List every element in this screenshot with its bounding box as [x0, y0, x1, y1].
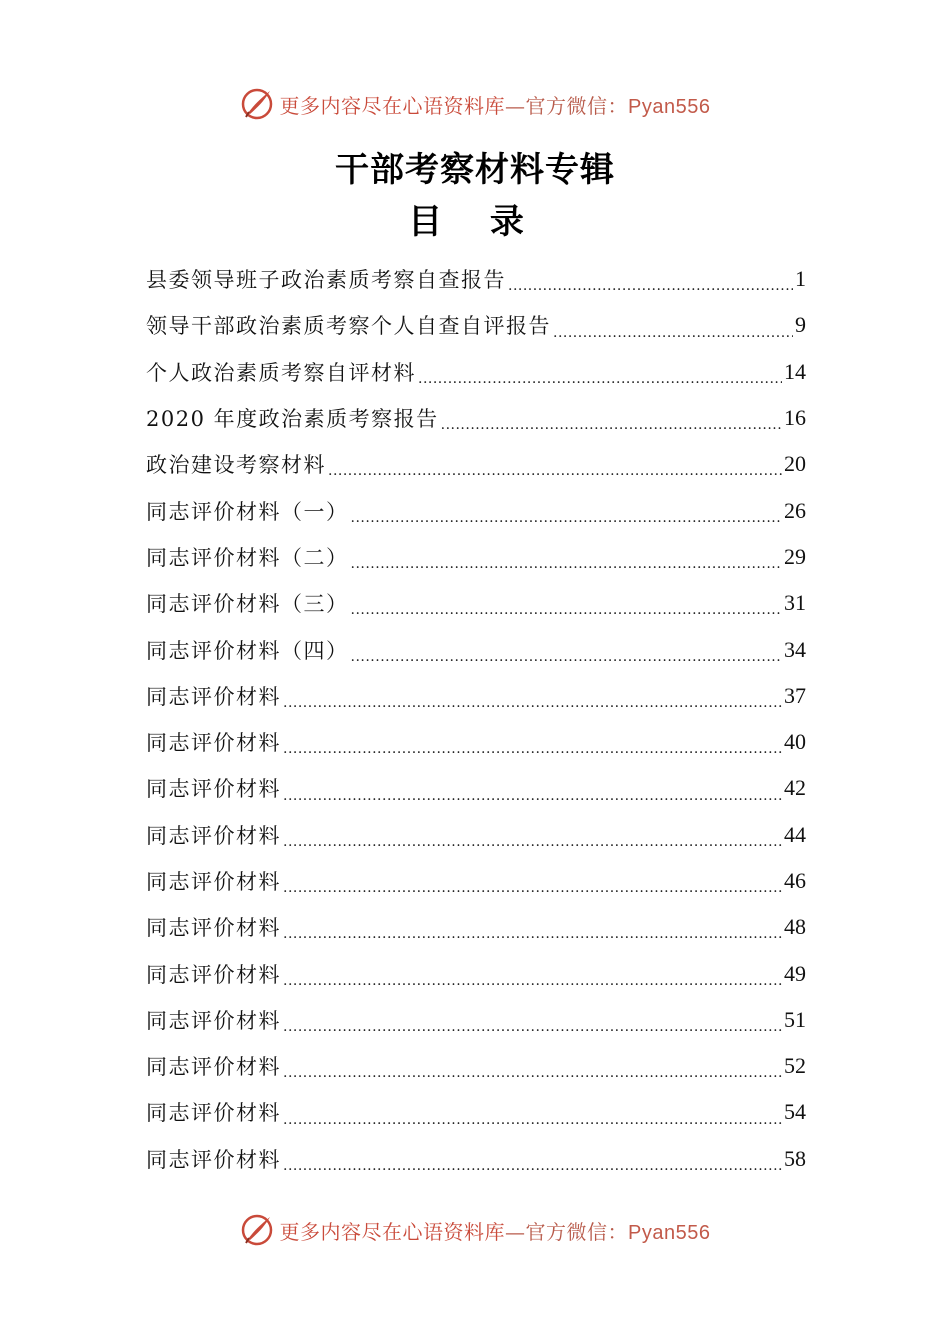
header-watermark [0, 84, 950, 124]
toc-entry[interactable] [146, 349, 806, 395]
toc-entry-label: 2020 年度政治素质考察报告 [146, 407, 439, 432]
toc-entry-page: 31 [784, 590, 806, 616]
toc-entry[interactable] [146, 673, 806, 719]
toc-entry-label: 同志评价材料（一） [146, 499, 349, 524]
toc-entry-page: 58 [784, 1145, 806, 1171]
toc-entry-label: 个人政治素质考察自评材料 [146, 360, 416, 385]
toc-entry-page: 48 [784, 914, 806, 940]
toc-entry[interactable] [146, 441, 806, 487]
toc-entry-label: 同志评价材料 [146, 962, 281, 987]
toc-leader-dots [283, 835, 782, 858]
toc-entry-label: 县委领导班子政治素质考察自查报告 [146, 268, 506, 293]
toc-entry-page: 26 [784, 497, 806, 523]
toc-entry-label: 同志评价材料 [146, 870, 281, 894]
watermark-wechat-id: Pyan556 [628, 1221, 711, 1244]
toc-leader-dots [283, 1066, 782, 1089]
toc-leader-dots [351, 511, 783, 534]
toc-entry[interactable] [146, 904, 806, 950]
toc-entry-page: 52 [784, 1053, 806, 1079]
toc-leader-dots [328, 464, 782, 487]
toc-leader-dots [283, 1113, 782, 1136]
toc-entry[interactable] [146, 1043, 806, 1089]
toc-leader-dots [351, 557, 783, 580]
toc-entry-label: 政治建设考察材料 [146, 453, 326, 478]
toc-entry[interactable] [146, 719, 806, 765]
toc-entry-page: 46 [784, 868, 806, 893]
toc-entry-page: 16 [784, 405, 806, 431]
toc-entry[interactable] [146, 256, 806, 302]
toc-leader-dots [351, 650, 783, 673]
watermark-separator: —官方微信： [505, 1219, 629, 1244]
toc-leader-dots [508, 279, 793, 302]
footer-watermark [0, 1210, 950, 1250]
toc-leader-dots [283, 927, 782, 950]
toc-leader-dots [283, 1020, 782, 1043]
toc-entry-label: 同志评价材料 [146, 684, 281, 709]
toc-leader-dots [283, 696, 782, 719]
toc-entry[interactable] [146, 580, 806, 626]
toc-leader-dots [283, 881, 782, 904]
toc-entry[interactable] [146, 812, 806, 858]
toc-entry-page: 51 [784, 1006, 806, 1032]
toc-entry-page: 1 [795, 266, 806, 292]
toc-entry[interactable] [146, 858, 806, 904]
toc-entry-page: 37 [784, 682, 806, 708]
toc-leader-dots [283, 974, 782, 997]
toc-leader-dots [553, 326, 793, 349]
toc-leader-dots [441, 418, 782, 441]
toc-heading: 目 录 [408, 202, 542, 242]
toc-leader-dots [418, 372, 782, 395]
toc-leader-dots [283, 789, 782, 812]
quill-logo-icon [240, 87, 274, 121]
toc-entry[interactable] [146, 1089, 806, 1135]
toc-entry-label: 同志评价材料 [146, 777, 281, 802]
toc-entry-page: 14 [784, 358, 806, 384]
toc-entry-page: 29 [784, 543, 806, 569]
toc-entry-label: 同志评价材料 [146, 1147, 281, 1172]
toc-entry[interactable] [146, 626, 806, 672]
toc-entry[interactable] [146, 765, 806, 811]
table-of-contents [146, 256, 806, 1182]
toc-entry[interactable] [146, 395, 806, 441]
watermark-text [280, 1216, 711, 1245]
watermark-text [280, 90, 711, 119]
watermark-wechat-id: Pyan556 [628, 95, 711, 118]
toc-entry-page: 34 [784, 636, 806, 662]
toc-entry-page: 44 [784, 821, 806, 847]
toc-entry-page: 42 [784, 775, 806, 801]
toc-entry-page: 49 [784, 960, 806, 986]
toc-entry-page: 40 [784, 729, 806, 755]
toc-entry-page: 20 [784, 451, 806, 477]
toc-entry-label: 同志评价材料 [146, 916, 281, 941]
toc-entry-label: 领导干部政治素质考察个人自查自评报告 [146, 314, 551, 339]
toc-entry-label: 同志评价材料 [146, 1008, 281, 1033]
toc-entry-label: 同志评价材料（四） [146, 638, 349, 663]
toc-leader-dots [283, 1159, 782, 1182]
toc-entry[interactable] [146, 534, 806, 580]
toc-entry-label: 同志评价材料（二） [146, 545, 349, 570]
toc-entry-page: 9 [795, 312, 806, 338]
toc-leader-dots [283, 742, 782, 765]
toc-entry[interactable] [146, 1136, 806, 1182]
toc-leader-dots [351, 603, 783, 626]
watermark-brand: 更多内容尽在心语资料库 [279, 1219, 506, 1244]
toc-entry[interactable] [146, 487, 806, 533]
toc-entry-label: 同志评价材料 [146, 731, 281, 756]
watermark-brand: 更多内容尽在心语资料库 [279, 93, 506, 118]
toc-entry-label: 同志评价材料 [146, 823, 281, 848]
toc-entry[interactable] [146, 302, 806, 348]
watermark-separator: —官方微信： [505, 93, 629, 118]
toc-entry[interactable] [146, 950, 806, 996]
toc-entry-page: 54 [784, 1099, 806, 1125]
toc-entry[interactable] [146, 997, 806, 1043]
toc-entry-label: 同志评价材料（三） [146, 592, 349, 617]
quill-logo-icon [240, 1213, 274, 1247]
toc-entry-label: 同志评价材料 [146, 1101, 281, 1126]
toc-entry-label: 同志评价材料 [146, 1055, 281, 1080]
document-title: 干部考察材料专辑 [335, 150, 615, 190]
